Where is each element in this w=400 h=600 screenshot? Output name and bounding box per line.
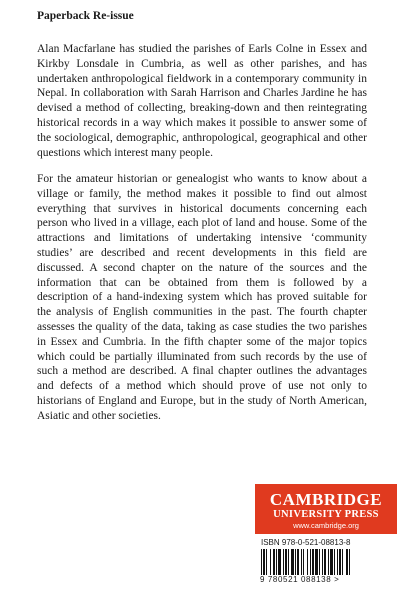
barcode-digits: 9 780521 088138 > xyxy=(260,575,340,584)
publisher-block xyxy=(255,484,397,596)
description-paragraph-1: Alan Macfarlane has studied the parishes of Earls Colne in Essex and Kirkby Lonsdale in Cumbria, as well as other parishes, and has undertaken anthropological fieldwork in a contemporary community in Nepal. In collaboration with Sarah Harrison and Charles Jardine he has devised a method of collecting, breaking-down and then reintegrating historical records in a way which makes it possible to answer some of the sociological, demographic, anthropological, geographical and other questions which interest many people. xyxy=(37,43,367,159)
barcode-icon xyxy=(259,549,391,575)
publisher-name: CAMBRIDGE xyxy=(269,490,383,509)
section-heading: Paperback Re-issue xyxy=(37,10,134,22)
publisher-subtitle: UNIVERSITY PRESS xyxy=(273,509,379,520)
isbn-label: ISBN 978-0-521-08813-8 xyxy=(261,538,351,547)
publisher-url: www.cambridge.org xyxy=(293,521,359,530)
isbn-block xyxy=(259,538,393,594)
description-paragraph-2: For the amateur historian or genealogist who wants to know about a village or family, the method makes it possible to find out almost everything that survives in historical documents concerning each person who lived in a village, each plot of land and house. Some of the attractions and limitations of undertaking intensive ‘community studies’ are described and recent developments in this field are discussed. A second chapter on the nature of the sources and the information that can be obtained from them is followed by a description of a hand-indexing system which has proved suitable for the analysis of English communities in the past. The fourth chapter assesses the quality of the data, taking as case studies the two parishes in Essex and Cumbria. In the fifth chapter some of the major topics which could be partially illuminated from such records by the use of such a method are described. A final chapter outlines the advantages and defects of a method which should prove of use not only to historians of England and Europe, but in the study of North American, Asiatic and other societies. xyxy=(37,173,367,422)
publisher-logo-band xyxy=(255,484,397,534)
